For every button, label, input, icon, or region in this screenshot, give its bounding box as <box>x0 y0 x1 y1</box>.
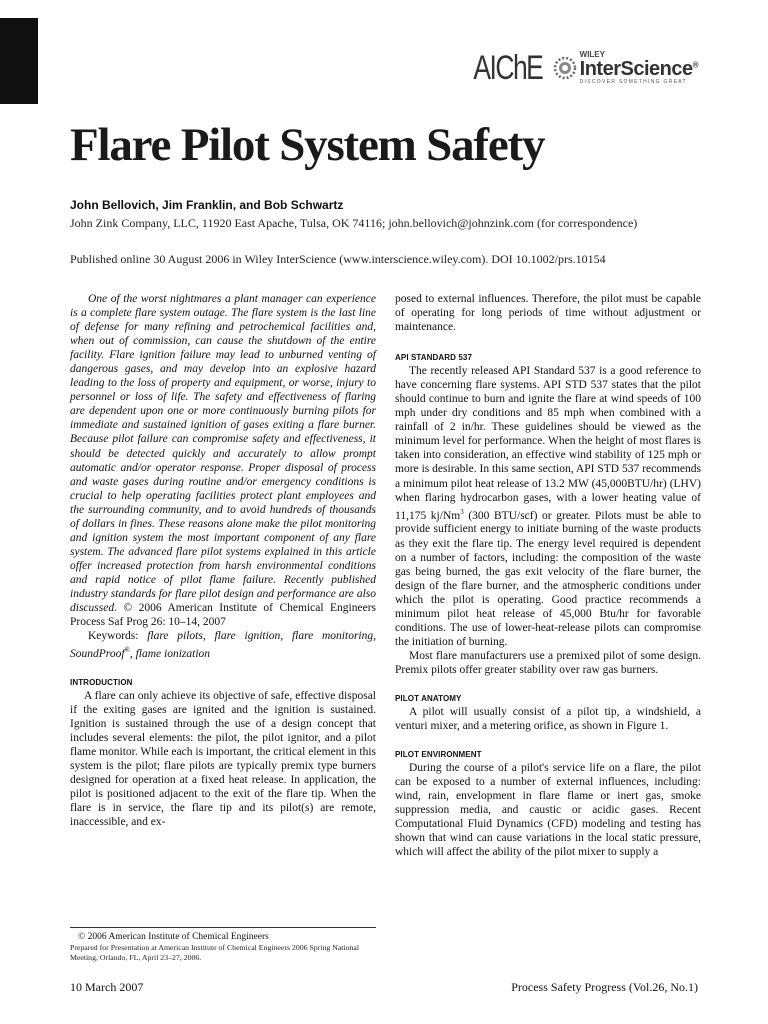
wiley-globe-icon <box>553 56 577 80</box>
footnote-presentation: Prepared for Presentation at American Institute of Chemical Engineers 2006 Spring National Meeting, Orlando, FL, April 23–27, 2006. <box>70 943 360 962</box>
right-column <box>395 292 701 859</box>
pilot-environment-heading: PILOT ENVIRONMENT <box>395 750 482 760</box>
pilot-anatomy-heading: PILOT ANATOMY <box>395 694 462 703</box>
wiley-interscience-logo <box>553 51 698 85</box>
footnote <box>70 927 376 963</box>
article-title: Flare Pilot System Safety <box>70 119 545 171</box>
keywords: Keywords: flare pilots, flare ignition, flare monitoring, SoundProof®, flame ionization <box>70 630 376 660</box>
api-standard-heading: API STANDARD 537 <box>395 353 473 363</box>
page-footer-right: Process Safety Progress (Vol.26, No.1) <box>511 980 698 994</box>
abstract <box>70 292 376 629</box>
intro-continued-text: posed to external influences. Therefore, the pilot must be capable of operating for long periods of time without adjustment or maintenance. <box>395 293 701 334</box>
abstract-copyright: © 2006 American Institute of Chemical Engineers Process Saf Prog 26: 10–14, 2007 <box>70 602 376 629</box>
wiley-main-text: InterScience® <box>579 58 698 80</box>
pilot-environment-text: During the course of a pilot's service life on a flare, the pilot can be exposed to a number of external influences, including: wind, rain, envelopment in flare flame or inert gas, smoke suppression media, and caustic or acidic gases. Recent Computational Fluid Dynamics (CFD) modeling and testing has shown that wind can cause variations in the local static pressure, which will affect the ability of the pilot mixer to supply a <box>395 762 701 859</box>
left-column <box>70 292 376 830</box>
article-authors: John Bellovich, Jim Franklin, and Bob Schwartz <box>70 198 344 212</box>
api-standard-text-2: Most flare manufacturers use a premixed pilot of some design. Premix pilots offer greater stability over raw gas burners. <box>395 649 701 676</box>
publication-info: Published online 30 August 2006 in Wiley InterScience (www.interscience.wiley.com). DOI 10.1002/prs.10154 <box>70 252 606 266</box>
wiley-tagline: DISCOVER SOMETHING GREAT <box>579 79 687 85</box>
pilot-anatomy-text: A pilot will usually consist of a pilot tip, a windshield, a venturi mixer, and a metering orifice, as shown in Figure 1. <box>395 706 701 733</box>
publisher-logos <box>454 46 698 90</box>
edge-marker-bar <box>0 18 38 104</box>
introduction-heading: INTRODUCTION <box>70 678 133 688</box>
wiley-small-text: WILEY <box>579 50 605 59</box>
abstract-text: One of the worst nightmares a plant manager can experience is a complete flare system outage. The flare system is the last line of defense for many refining and petrochemical facilities and, when out of commission, can cause the shutdown of the entire facility. Flare ignition failure may lead to unburned venting of dangerous gases, and may develop into an explosive hazard leading to the loss of property and equipment, or worse, injury to personnel or loss of life. The safety and effectiveness of flaring are dependent upon one or more continuously burning pilots for immediate and sustained ignition of gases exiting a flare burner. Because pilot failure can compromise safety and effectiveness, it should be detected quickly and accurately to allow prompt automatic and/or operator response. Proper disposal of process and waste gases during routine and/or emergency conditions is crucial to help operating facilities protect plant employees and the surrounding community, and to avoid hundreds of thousands of dollars in fines. These reasons alone make the pilot monitoring and ignition system the most important component of any flare system. The advanced flare pilot systems explained in this article offer increased protection from harsh environmental conditions and rapid notice of pilot flame failure. Recently published industry standards for flare pilot design and performance are also discussed. <box>70 293 376 615</box>
author-affiliation: John Zink Company, LLC, 11920 East Apache, Tulsa, OK 74116; john.bellovich@johnzink.com (for correspondence) <box>70 216 638 230</box>
api-standard-text: The recently released API Standard 537 is a good reference to have concerning flare systems. API STD 537 states that the pilot should continue to burn and ignite the flare at wind speeds of 100 mph under dry conditions and 85 mph when combined with a rainfall of 2 in/hr. These guidelines should be viewed as the minimum level for performance. When the height of most flares is taken into consideration, an effective wind stability of 125 mph or more is desirable. In this same section, API STD 537 recommends a minimum pilot heat release of 13.2 MW (45,000BTU/hr) (LHV) when flaring hydrocarbon gases, with a lower heating value of 11,175 kj/Nm$^3$ (300 BTU/scf) or greater. Pilots must be able to provide sufficient energy to initiate burning of the waste products as they exit the flare tip. The energy level required is dependent on a number of factors, including: the composition of the waste gas being burned, the gas exit velocity of the flare burner, the design of the flare burner, and the atmospheric conditions under which the pilot is operating. Good practice recommends a minimum pilot heat release of 45,000 Btu/hr for favorable conditions. The use of lower-heat-release pilots can compromise the initiation of burning. <box>395 365 701 648</box>
introduction-text: A flare can only achieve its objective of safe, effective disposal if the exiting gases are ignited and the ignition is sustained. Ignition is sustained through the use of a design concept that includes several elements: the pilot, the pilot ignitor, and a pilot flame monitor. While each is important, the critical element in this system is the pilot; flare pilots are typically premix type burners designed for operation at a fixed heat release. In application, the pilot is positioned adjacent to the exit of the flare tip. When the flare is in service, the flare tip and its pilot(s) are remote, inaccessible, and ex- <box>70 690 376 829</box>
page-footer-left: 10 March 2007 <box>70 980 144 994</box>
footnote-copyright: © 2006 American Institute of Chemical Engineers <box>78 932 269 942</box>
aiche-logo: AIChE <box>473 49 543 87</box>
